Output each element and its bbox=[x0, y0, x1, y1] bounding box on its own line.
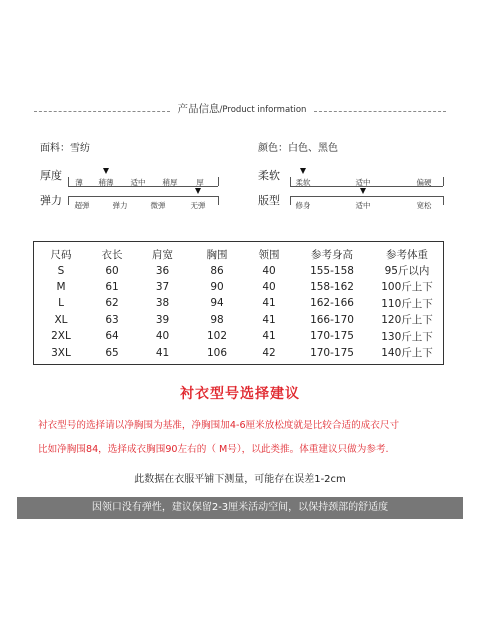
table-cell: 40 bbox=[262, 280, 276, 293]
advice-title: 衬衣型号选择建议 bbox=[180, 386, 300, 402]
selected-marker-icon bbox=[103, 168, 109, 174]
table-cell: 41 bbox=[262, 330, 276, 343]
table-cell: 63 bbox=[105, 313, 119, 326]
color-attribute: 颜色：白色、黑色 bbox=[258, 143, 338, 154]
table-cell: 3XL bbox=[51, 346, 71, 359]
table-cell: 36 bbox=[155, 264, 170, 277]
table-cell: 40 bbox=[155, 330, 170, 343]
table-cell: 158-162 bbox=[310, 280, 354, 293]
size-table-header-row bbox=[33, 246, 444, 262]
table-cell: 38 bbox=[155, 297, 170, 310]
scale-end-tick bbox=[68, 196, 69, 205]
scale-end-tick bbox=[290, 196, 291, 205]
table-cell: 170-175 bbox=[310, 346, 354, 359]
scale-option: 超弹 bbox=[74, 201, 90, 210]
scale-end-tick bbox=[218, 177, 219, 186]
selected-marker-icon bbox=[360, 188, 366, 194]
table-cell: M bbox=[56, 280, 66, 293]
scale-option: 偏硬 bbox=[416, 178, 432, 187]
scale-label: 弹力 bbox=[40, 194, 62, 207]
table-row bbox=[33, 279, 444, 295]
table-row bbox=[33, 262, 444, 278]
table-cell: 155-158 bbox=[310, 264, 354, 277]
section-title-en: /Product information bbox=[219, 105, 307, 115]
table-cell: 41 bbox=[262, 297, 276, 310]
table-cell: 110斤上下 bbox=[381, 297, 433, 310]
table-cell: 106 bbox=[206, 346, 228, 359]
scale-label: 厚度 bbox=[40, 169, 62, 182]
scale-end-tick bbox=[68, 177, 69, 186]
selected-marker-icon bbox=[195, 188, 201, 194]
column-header-weight: 参考体重 bbox=[386, 248, 428, 261]
size-table bbox=[33, 246, 444, 361]
table-cell: 40 bbox=[262, 264, 276, 277]
table-cell: 61 bbox=[105, 280, 119, 293]
column-header-size: 尺码 bbox=[50, 248, 72, 261]
column-header-bust: 胸围 bbox=[206, 248, 228, 261]
scale-option: 稍薄 bbox=[98, 178, 114, 187]
scale-axis-line bbox=[290, 196, 443, 197]
column-header-height: 参考身高 bbox=[311, 248, 353, 261]
table-cell: 95斤以内 bbox=[384, 265, 430, 278]
scale-option: 适中 bbox=[355, 201, 371, 210]
table-cell: 166-170 bbox=[310, 313, 354, 326]
table-row bbox=[33, 312, 444, 328]
table-cell: 60 bbox=[105, 264, 119, 277]
table-cell: 39 bbox=[155, 313, 170, 326]
table-cell: 94 bbox=[210, 297, 224, 310]
table-cell: 41 bbox=[262, 313, 276, 326]
table-row bbox=[33, 328, 444, 344]
section-title-cn: 产品信息 bbox=[177, 103, 220, 115]
table-cell: 41 bbox=[155, 346, 170, 359]
scale-option: 柔软 bbox=[295, 178, 311, 187]
table-cell: 102 bbox=[206, 330, 228, 343]
scale-option: 稍厚 bbox=[162, 178, 178, 187]
fabric-attribute: 面料：雪纺 bbox=[40, 143, 90, 154]
scale-end-tick bbox=[443, 177, 444, 186]
table-cell: 170-175 bbox=[310, 330, 354, 343]
scale-option: 微弹 bbox=[150, 201, 166, 210]
table-row bbox=[33, 295, 444, 311]
table-cell: 64 bbox=[105, 330, 119, 343]
table-cell: 100斤上下 bbox=[381, 281, 433, 294]
scale-option: 适中 bbox=[355, 178, 371, 187]
column-header-shoulder: 肩宽 bbox=[152, 248, 173, 261]
table-cell: 86 bbox=[210, 264, 224, 277]
column-header-collar: 领围 bbox=[258, 248, 280, 261]
header-divider-right bbox=[314, 111, 446, 112]
measurement-note: 此数据在衣服平铺下测量，可能存在误差1-2cm bbox=[134, 474, 346, 485]
scale-end-tick bbox=[218, 196, 219, 205]
table-cell: 62 bbox=[105, 297, 119, 310]
advice-line-2: 比如净胸围84，选择成衣胸围90左右的（ M号），以此类推。体重建议只做为参考. bbox=[38, 444, 389, 455]
scale-axis-line bbox=[68, 196, 218, 197]
scale-label: 柔软 bbox=[258, 169, 280, 182]
table-cell: 140斤上下 bbox=[381, 347, 433, 360]
table-cell: 2XL bbox=[51, 330, 71, 343]
table-cell: L bbox=[58, 297, 64, 310]
scale-option: 修身 bbox=[295, 201, 311, 210]
section-title bbox=[172, 101, 312, 116]
selected-marker-icon bbox=[300, 168, 306, 174]
scale-option: 薄 bbox=[75, 178, 83, 187]
table-cell: 65 bbox=[105, 346, 119, 359]
scale-option: 宽松 bbox=[416, 201, 432, 210]
table-cell: 90 bbox=[210, 280, 224, 293]
scale-option: 弹力 bbox=[112, 201, 128, 210]
scale-end-tick bbox=[443, 196, 444, 205]
column-header-length: 衣长 bbox=[101, 248, 123, 261]
table-cell: 162-166 bbox=[310, 297, 354, 310]
table-row bbox=[33, 344, 444, 360]
table-cell: 120斤上下 bbox=[381, 314, 433, 327]
scale-end-tick bbox=[290, 177, 291, 186]
advice-line-1: 衬衣型号的选择请以净胸围为基准，净胸围加4-6厘米放松度就是比较合适的成衣尺寸 bbox=[38, 420, 400, 431]
table-cell: 37 bbox=[155, 280, 170, 293]
table-cell: 130斤上下 bbox=[381, 330, 433, 343]
table-cell: 42 bbox=[262, 346, 276, 359]
scale-option: 适中 bbox=[130, 178, 146, 187]
table-cell: 98 bbox=[210, 313, 224, 326]
scale-option: 厚 bbox=[196, 178, 204, 187]
scale-label: 版型 bbox=[258, 194, 280, 207]
header-divider-left bbox=[34, 111, 170, 112]
table-cell: XL bbox=[54, 313, 68, 326]
collar-note-bar: 因领口没有弹性，建议保留2-3厘米活动空间，以保持颈部的舒适度 bbox=[17, 497, 463, 519]
table-cell: S bbox=[57, 264, 65, 277]
scale-option: 无弹 bbox=[190, 201, 206, 210]
